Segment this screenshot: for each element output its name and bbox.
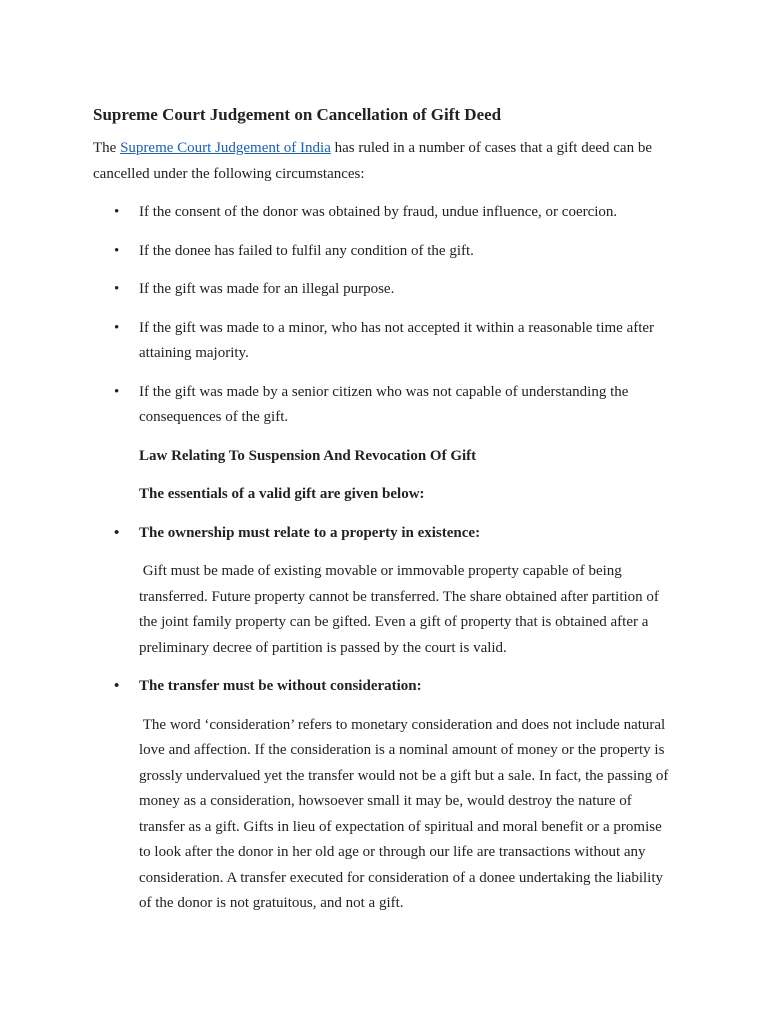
- essential-item-title: [93, 521, 675, 547]
- list-item: [93, 239, 675, 265]
- bullet-icon: •: [114, 319, 120, 336]
- list-item-text: If the gift was made by a senior citizen who was not capable of understanding the consequences of the gift.: [139, 383, 629, 425]
- law-heading: Law Relating To Suspension And Revocation Of Gift: [139, 447, 477, 464]
- supreme-court-judgement-link[interactable]: Supreme Court Judgement of India: [120, 140, 331, 156]
- essential-item-title: [93, 674, 675, 700]
- list-item: [93, 277, 675, 303]
- essential-item-body: [93, 713, 675, 917]
- essential-title-text: The ownership must relate to a property in existence:: [139, 524, 481, 541]
- bullet-icon: •: [114, 204, 120, 220]
- intro-paragraph: [93, 136, 675, 187]
- essentials-list: [93, 521, 675, 547]
- list-item-text: If the gift was made for an illegal purpose.: [139, 281, 395, 297]
- essentials-heading: The essentials of a valid gift are given below:: [139, 486, 425, 502]
- essential-title-text: The transfer must be without consideration:: [139, 678, 422, 694]
- list-item-text: If the donee has failed to fulfil any condition of the gift.: [139, 242, 474, 259]
- bullet-icon: •: [114, 678, 120, 694]
- bullet-icon: •: [114, 281, 120, 297]
- essential-item-body: [93, 559, 675, 661]
- list-item: [93, 200, 675, 226]
- bullet-icon: •: [114, 524, 120, 541]
- list-item-text: If the consent of the donor was obtained by fraud, undue influence, or coercion.: [139, 204, 618, 220]
- list-item-text: If the gift was made to a minor, who has not accepted it within a reasonable time after attaining majority.: [139, 319, 655, 361]
- intro-before-link: The: [93, 140, 121, 156]
- intro-after-link: has ruled in a number of cases that a gift deed can be cancelled under the following circumstances:: [93, 140, 652, 182]
- document-page: [93, 103, 675, 930]
- page-title: Supreme Court Judgement on Cancellation of Gift Deed: [93, 105, 502, 124]
- list-item: [93, 380, 675, 431]
- list-item: [93, 316, 675, 367]
- essentials-list-2: [93, 674, 675, 700]
- bullet-icon: •: [114, 242, 120, 259]
- essential-body-text: The word ‘consideration’ refers to monetary consideration and does not include natural love and affection. If the consideration is a nominal amount of money or the property is grossly undervalued yet the transfer would not be a gift but a sale. In fact, the passing of money as a consideration, howsoever small it may be, would destroy the nature of transfer as a gift. Gifts in lieu of expectation of spiritual and moral benefit or a promise to look after the donor in her old age or through our life are transactions without any consideration. A transfer executed for consideration of a donee undertaking the liability of the donor is not gratuitous, and not a gift.: [139, 716, 669, 911]
- circumstances-list: [93, 200, 675, 431]
- bullet-icon: •: [114, 383, 120, 400]
- essential-body-text: Gift must be made of existing movable or immovable property capable of being transferred. Future property cannot be transferred. The share obtained after partition of the joint family property can be gifted. Even a gift of property that is obtained after a preliminary decree of partition is passed by the court is valid.: [139, 563, 659, 656]
